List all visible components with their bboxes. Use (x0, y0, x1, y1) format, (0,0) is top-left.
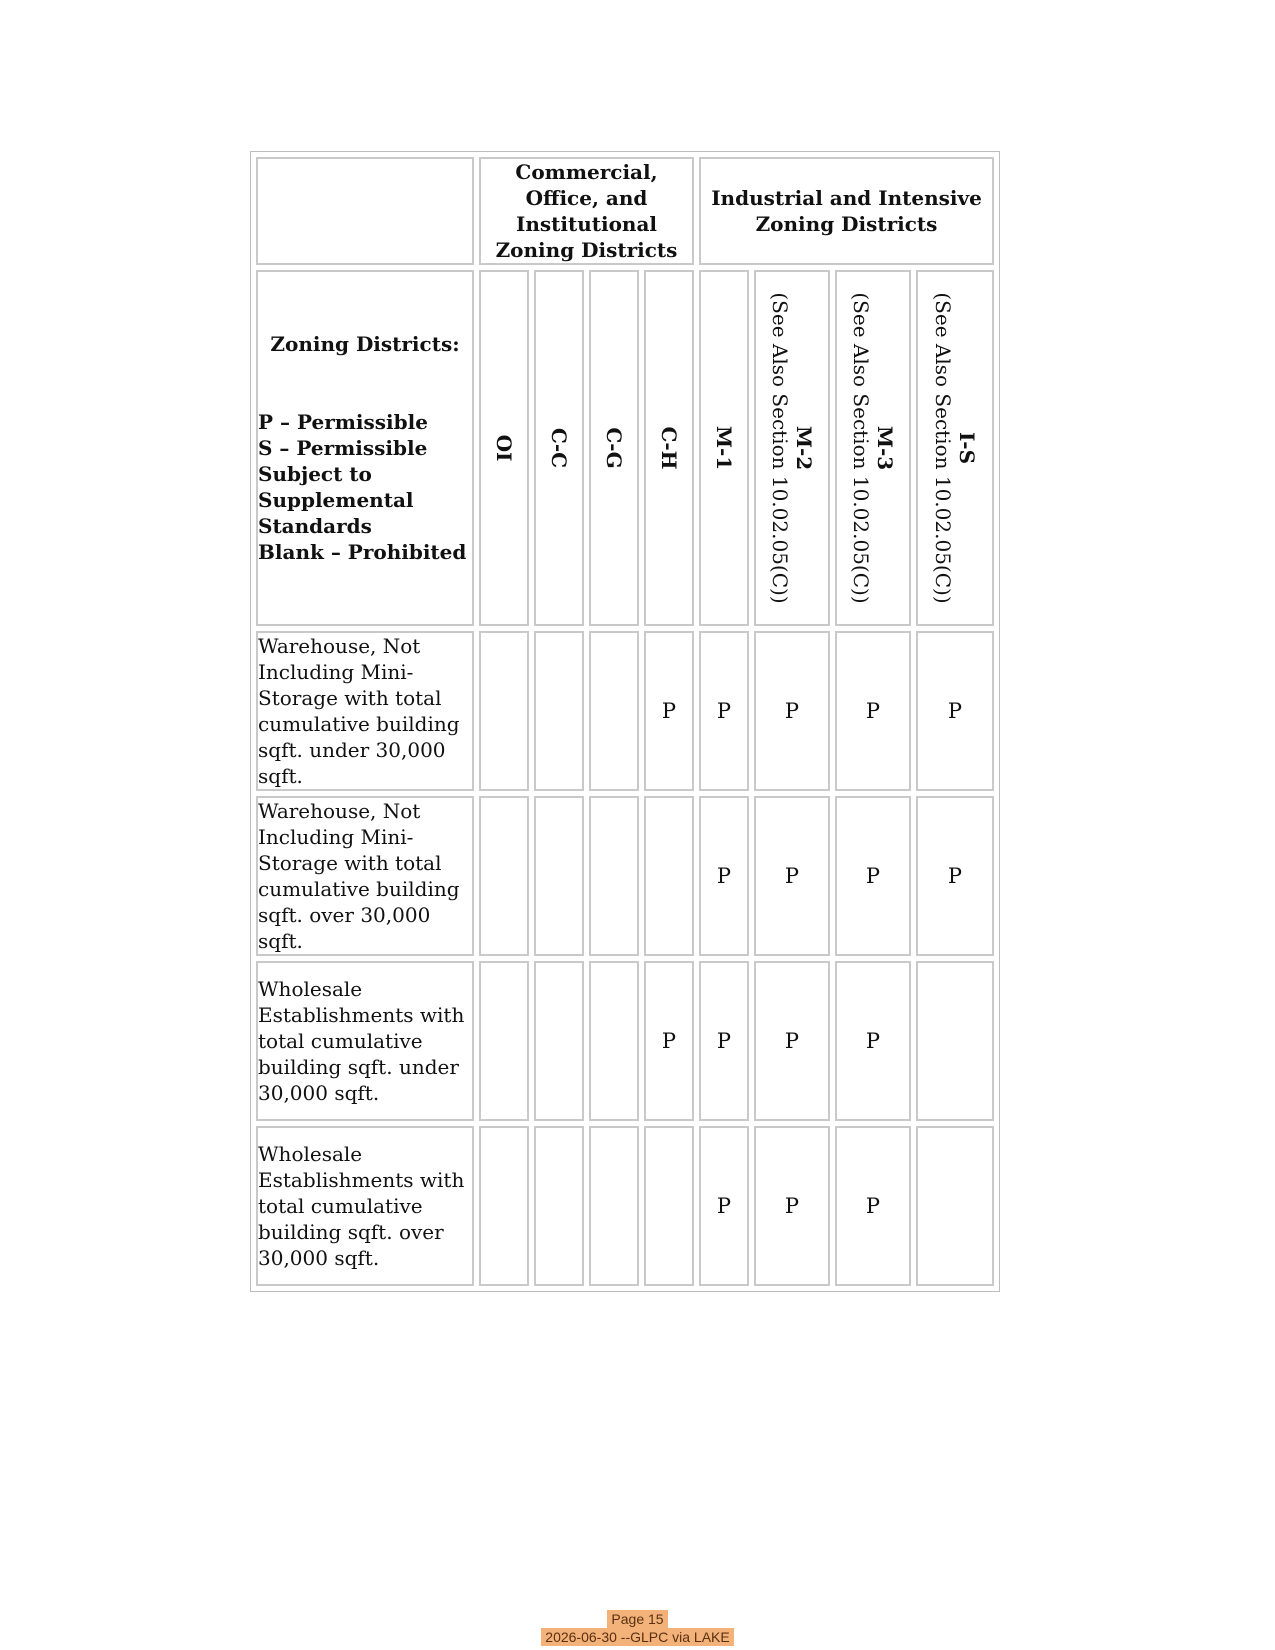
group-header-row (256, 157, 994, 265)
permission-cell: P (699, 1126, 749, 1286)
permission-cell (479, 961, 529, 1121)
district-header-row (256, 270, 994, 626)
district-header-i-s (916, 270, 994, 626)
district-header-oi (479, 270, 529, 626)
district-note: (See Also Section 10.02.05(C)) (931, 292, 955, 604)
page-number (0, 1611, 1275, 1627)
permission-cell: P (754, 631, 830, 791)
permission-cell: P (835, 796, 911, 956)
use-description: Wholesale Establishments with total cumulative building sqft. under 30,000 sqft. (256, 961, 474, 1121)
legend-cell (256, 270, 474, 626)
permission-cell (916, 961, 994, 1121)
legend-title: Zoning Districts: (270, 332, 460, 356)
district-header-c-c (534, 270, 584, 626)
permission-cell: P (835, 631, 911, 791)
permission-cell: P (835, 1126, 911, 1286)
permission-cell: P (835, 961, 911, 1121)
district-code: M-3 (873, 425, 897, 471)
permission-cell: P (644, 631, 694, 791)
permission-cell: P (754, 796, 830, 956)
page-number-label: Page 15 (607, 1610, 667, 1628)
corner-cell (256, 157, 474, 265)
use-description: Wholesale Establishments with total cumulative building sqft. over 30,000 sqft. (256, 1126, 474, 1286)
use-description: Warehouse, Not Including Mini-Storage with total cumulative building sqft. under 30,000 sqft. (256, 631, 474, 791)
permission-cell (479, 796, 529, 956)
use-description: Warehouse, Not Including Mini-Storage with total cumulative building sqft. over 30,000 sqft. (256, 796, 474, 956)
district-code: OI (492, 434, 516, 462)
permission-cell (589, 631, 639, 791)
district-header-m-1 (699, 270, 749, 626)
permission-cell (916, 1126, 994, 1286)
district-header-m-2 (754, 270, 830, 626)
district-code: C-H (657, 426, 681, 470)
permission-cell (644, 796, 694, 956)
district-code: C-G (602, 427, 626, 469)
zoning-use-table (250, 151, 1000, 1292)
permission-cell (534, 631, 584, 791)
permission-cell (479, 631, 529, 791)
district-header-c-h (644, 270, 694, 626)
permission-cell (534, 796, 584, 956)
permission-cell (534, 1126, 584, 1286)
table-row (256, 796, 994, 956)
permission-cell: P (916, 796, 994, 956)
district-note: (See Also Section 10.02.05(C)) (849, 292, 873, 604)
permission-cell: P (699, 631, 749, 791)
commercial-group-header: Commercial, Office, and Institutional Zoning Districts (479, 157, 694, 265)
print-stamp-label: 2026-06-30 --GLPC via LAKE (541, 1628, 733, 1646)
district-code: M-1 (712, 425, 736, 471)
district-code: I-S (955, 431, 979, 465)
table-row (256, 961, 994, 1121)
district-note: (See Also Section 10.02.05(C)) (768, 292, 792, 604)
permission-cell: P (699, 796, 749, 956)
permission-cell (534, 961, 584, 1121)
district-header-c-g (589, 270, 639, 626)
legend-lines (258, 409, 472, 565)
district-code: C-C (547, 427, 571, 469)
permission-cell: P (644, 961, 694, 1121)
permission-cell: P (754, 961, 830, 1121)
legend-permissible: P – Permissible (258, 410, 428, 434)
permission-cell (589, 961, 639, 1121)
district-header-m-3 (835, 270, 911, 626)
district-code: M-2 (792, 425, 816, 471)
print-stamp (0, 1629, 1275, 1645)
table-row (256, 631, 994, 791)
industrial-group-header: Industrial and Intensive Zoning Districts (699, 157, 994, 265)
permission-cell: P (754, 1126, 830, 1286)
permission-cell: P (699, 961, 749, 1121)
legend-supplemental: S – Permissible Subject to Supplemental Standards (258, 436, 428, 538)
table-row (256, 1126, 994, 1286)
permission-cell: P (916, 631, 994, 791)
permission-cell (644, 1126, 694, 1286)
permission-cell (589, 796, 639, 956)
permission-cell (589, 1126, 639, 1286)
permission-cell (479, 1126, 529, 1286)
legend-prohibited: Blank – Prohibited (258, 540, 467, 564)
